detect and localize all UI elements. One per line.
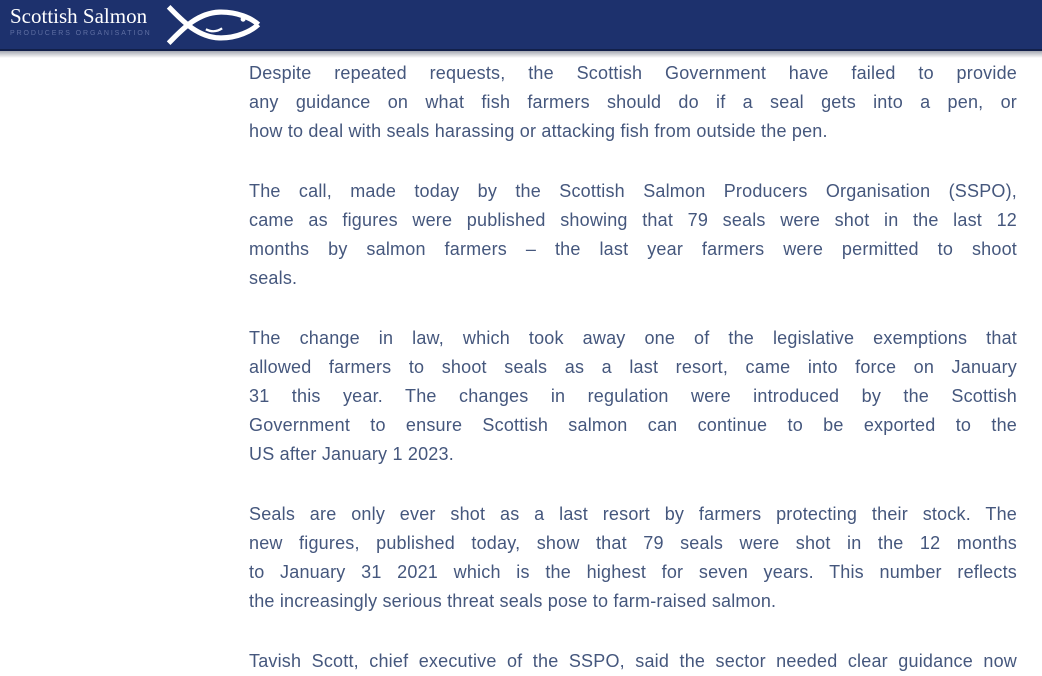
text-line: Despite repeated requests, the Scottish Government have failed to provide: [249, 63, 1017, 83]
logo[interactable]: [10, 4, 262, 51]
text-line: how to deal with seals harassing or attacking fish from outside the pen.: [249, 121, 828, 141]
article-body: [249, 51, 1017, 676]
text-line: allowed farmers to shoot seals as a last resort, came into force on January: [249, 357, 1017, 377]
paragraph: [249, 59, 1017, 146]
text-line: the increasingly serious threat seals pose to farm-raised salmon.: [249, 591, 777, 611]
text-line: US after January 1 2023.: [249, 444, 454, 464]
logo-title: Scottish Salmon: [10, 4, 148, 28]
text-line: to January 31 2021 which is the highest for seven years. This number reflects: [249, 562, 1017, 582]
text-line: came as figures were published showing that 79 seals were shot in the last 12: [249, 210, 1017, 230]
fish-logo-icon: [165, 4, 262, 51]
text-line: 31 this year. The changes in regulation were introduced by the Scottish: [249, 386, 1017, 406]
site-header: [0, 0, 1042, 51]
paragraph: [249, 177, 1017, 293]
text-line: Seals are only ever shot as a last resort by farmers protecting their stock. The: [249, 504, 1017, 524]
text-line: Tavish Scott, chief executive of the SSPO, said the sector needed clear guidance now: [249, 651, 1017, 671]
logo-text: [10, 4, 152, 37]
text-line: Government to ensure Scottish salmon can continue to be exported to the: [249, 415, 1017, 435]
paragraph: [249, 324, 1017, 469]
text-line: months by salmon farmers – the last year farmers were permitted to shoot: [249, 239, 1017, 259]
logo-subtitle: PRODUCERS ORGANISATION: [10, 30, 152, 37]
clipped-next-line: [249, 647, 1017, 676]
text-line: any guidance on what fish farmers should do if a seal gets into a pen, or: [249, 92, 1017, 112]
text-line: The call, made today by the Scottish Salmon Producers Organisation (SSPO),: [249, 181, 1017, 201]
text-line: seals.: [249, 268, 298, 288]
text-line: new figures, published today, show that 79 seals were shot in the 12 months: [249, 533, 1017, 553]
text-line: The change in law, which took away one of the legislative exemptions that: [249, 328, 1017, 348]
paragraph: [249, 500, 1017, 616]
